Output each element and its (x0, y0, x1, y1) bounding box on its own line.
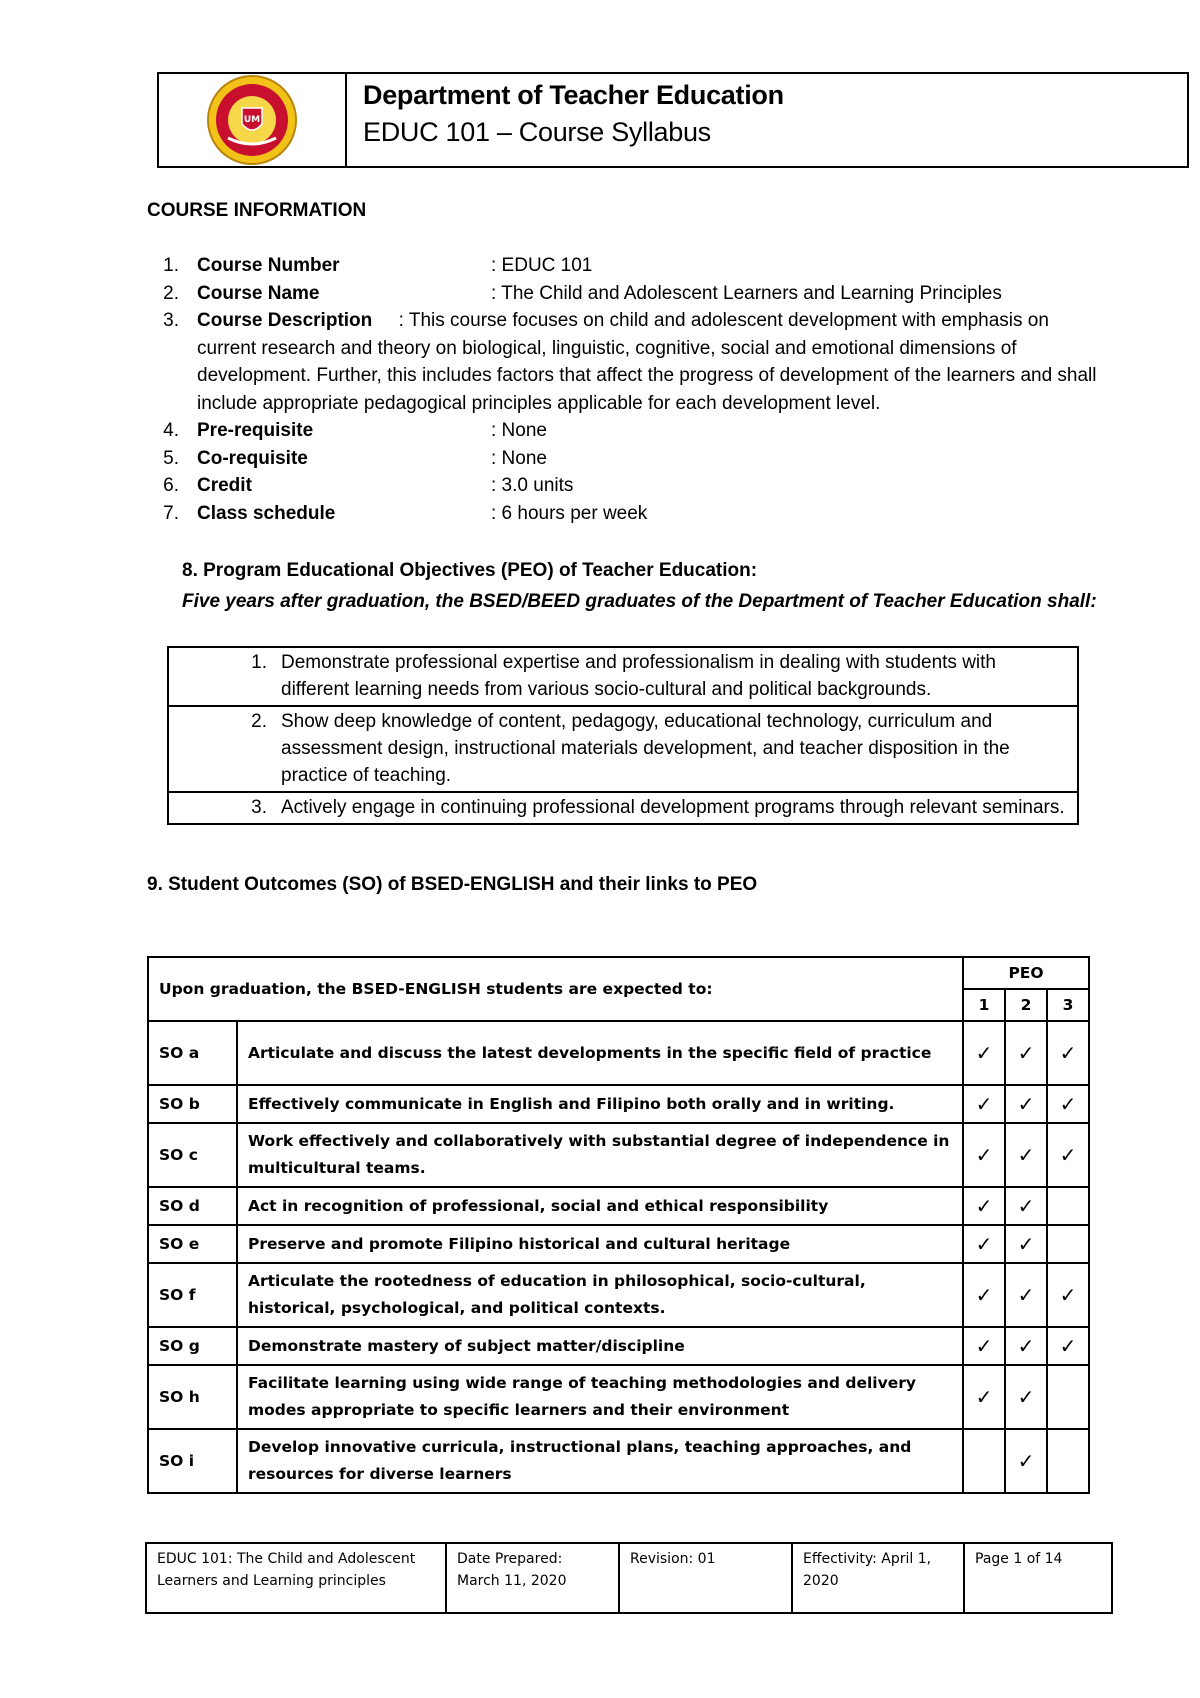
so-description: Effectively communicate in English and Filipino both orally and in writing. (237, 1085, 963, 1123)
check-mark-icon: ✓ (1005, 1021, 1047, 1085)
college-seal-logo (192, 74, 312, 166)
item-number: 3. (163, 310, 179, 331)
item-value: : EDUC 101 (491, 255, 593, 276)
so-table-title: Upon graduation, the BSED-ENGLISH students are expected to: (148, 957, 963, 1021)
so-heading: 9. Student Outcomes (SO) of BSED-ENGLISH and their links to PEO (147, 874, 758, 895)
so-code: SO d (148, 1187, 237, 1225)
item-number: 1. (163, 255, 179, 276)
so-code: SO c (148, 1123, 237, 1187)
so-row (148, 1187, 1089, 1225)
check-mark-icon: ✓ (963, 1225, 1005, 1263)
document-header (157, 72, 1189, 168)
item-value: : This course focuses on child and adolescent development with emphasis on current research and theory on biological, linguistic, cognitive, social and emotional dimensions of development. Further, this includes factors that affect the progress of development of the learners and shall include appropriate pedagogical principles applicable for each development level. (197, 310, 1097, 414)
so-code: SO b (148, 1085, 237, 1123)
check-mark-icon: ✓ (963, 1263, 1005, 1327)
item-label: Co-requisite (197, 447, 308, 469)
course-description (197, 307, 1107, 417)
check-mark-icon: ✓ (963, 1021, 1005, 1085)
item-label: Course Description (197, 310, 373, 331)
so-code: SO i (148, 1429, 237, 1493)
department-title: Department of Teacher Education (363, 80, 784, 110)
title-cell (347, 74, 1187, 166)
peo-text: Actively engage in continuing professional development programs through relevant seminars. (281, 792, 1078, 824)
so-code: SO g (148, 1327, 237, 1365)
course-information-heading: COURSE INFORMATION (147, 200, 367, 221)
peo-text: Show deep knowledge of content, pedagogy, educational technology, curriculum and assessment design, instructional materials development, and teacher disposition in the practice of teaching. (281, 706, 1078, 792)
so-code: SO h (148, 1365, 237, 1429)
so-row (148, 1085, 1089, 1123)
peo-number: 2. (168, 706, 281, 792)
item-value: : The Child and Adolescent Learners and Learning Principles (491, 282, 1002, 304)
so-rows (148, 1021, 1089, 1493)
peo-number: 3. (168, 792, 281, 824)
footer-date-prepared: Date Prepared: March 11, 2020 (446, 1543, 619, 1613)
check-mark-icon: ✓ (1047, 1327, 1089, 1365)
info-row (147, 472, 1107, 500)
so-row (148, 1263, 1089, 1327)
check-mark-icon: ✓ (1005, 1365, 1047, 1429)
check-mark-icon: ✓ (1005, 1085, 1047, 1123)
item-value: : None (491, 420, 547, 441)
info-row (147, 417, 1107, 445)
so-row (148, 1365, 1089, 1429)
check-mark-icon: ✓ (1005, 1263, 1047, 1327)
check-mark-icon: ✓ (1047, 1085, 1089, 1123)
peo-row (168, 706, 1078, 792)
so-description: Act in recognition of professional, social and ethical responsibility (237, 1187, 963, 1225)
page-footer (145, 1542, 1113, 1614)
item-value: : 3.0 units (491, 475, 574, 496)
svg-text:UM: UM (243, 115, 261, 125)
info-row (147, 280, 1107, 308)
peo-column-3: 3 (1047, 989, 1089, 1021)
so-code: SO e (148, 1225, 237, 1263)
item-number: 6. (163, 475, 179, 496)
empty-peo-cell (1047, 1187, 1089, 1225)
footer-page-number: Page 1 of 14 (964, 1543, 1112, 1613)
item-label: Course Name (197, 282, 320, 304)
peo-row (168, 792, 1078, 824)
so-code: SO a (148, 1021, 237, 1085)
so-header-row (148, 957, 1089, 989)
item-label: Credit (197, 475, 252, 496)
peo-column-1: 1 (963, 989, 1005, 1021)
check-mark-icon: ✓ (963, 1085, 1005, 1123)
peo-number: 1. (168, 647, 281, 706)
check-mark-icon: ✓ (1005, 1327, 1047, 1365)
item-number: 7. (163, 502, 179, 524)
so-description: Facilitate learning using wide range of teaching methodologies and delivery modes appropriate to specific learners and their environment (237, 1365, 963, 1429)
so-description: Demonstrate mastery of subject matter/discipline (237, 1327, 963, 1365)
item-value: : None (491, 447, 547, 469)
check-mark-icon: ✓ (1005, 1429, 1047, 1493)
check-mark-icon: ✓ (963, 1123, 1005, 1187)
footer-effectivity: Effectivity: April 1, 2020 (792, 1543, 964, 1613)
so-row (148, 1123, 1089, 1187)
check-mark-icon: ✓ (1005, 1187, 1047, 1225)
so-description: Work effectively and collaboratively with substantial degree of independence in multicultural teams. (237, 1123, 963, 1187)
check-mark-icon: ✓ (963, 1187, 1005, 1225)
check-mark-icon: ✓ (1005, 1123, 1047, 1187)
so-table (147, 956, 1090, 1494)
check-mark-icon: ✓ (963, 1365, 1005, 1429)
so-description: Preserve and promote Filipino historical and cultural heritage (237, 1225, 963, 1263)
footer-course: EDUC 101: The Child and Adolescent Learners and Learning principles (146, 1543, 446, 1613)
info-row (147, 307, 1107, 417)
so-description: Articulate and discuss the latest developments in the specific field of practice (237, 1021, 963, 1085)
logo-cell (159, 74, 347, 166)
item-number: 4. (163, 420, 179, 441)
info-row (147, 252, 1107, 280)
so-description: Develop innovative curricula, instructional plans, teaching approaches, and resources for diverse learners (237, 1429, 963, 1493)
item-number: 2. (163, 282, 179, 304)
so-row (148, 1021, 1089, 1085)
check-mark-icon: ✓ (1047, 1263, 1089, 1327)
so-code: SO f (148, 1263, 237, 1327)
empty-peo-cell (1047, 1365, 1089, 1429)
so-row (148, 1327, 1089, 1365)
so-row (148, 1225, 1089, 1263)
peo-row (168, 647, 1078, 706)
check-mark-icon: ✓ (1005, 1225, 1047, 1263)
check-mark-icon: ✓ (1047, 1123, 1089, 1187)
item-number: 5. (163, 447, 179, 469)
so-description: Articulate the rootedness of education in philosophical, socio-cultural, historical, psychological, and political contexts. (237, 1263, 963, 1327)
peo-text: Demonstrate professional expertise and professionalism in dealing with students with different learning needs from various socio-cultural and political backgrounds. (281, 647, 1078, 706)
so-row (148, 1429, 1089, 1493)
peo-subheading: Five years after graduation, the BSED/BEED graduates of the Department of Teacher Education shall: (182, 591, 1097, 612)
item-value: : 6 hours per week (491, 502, 648, 524)
item-label: Pre-requisite (197, 420, 314, 441)
empty-peo-cell (1047, 1429, 1089, 1493)
footer-row (146, 1543, 1112, 1613)
peo-column-2: 2 (1005, 989, 1047, 1021)
check-mark-icon: ✓ (963, 1327, 1005, 1365)
item-label: Class schedule (197, 502, 336, 524)
footer-revision: Revision: 01 (619, 1543, 792, 1613)
check-mark-icon: ✓ (1047, 1021, 1089, 1085)
item-label: Course Number (197, 255, 340, 276)
empty-peo-cell (963, 1429, 1005, 1493)
empty-peo-cell (1047, 1225, 1089, 1263)
peo-table (167, 646, 1079, 825)
peo-heading: 8. Program Educational Objectives (PEO) of Teacher Education: (182, 560, 758, 581)
syllabus-subtitle: EDUC 101 – Course Syllabus (363, 117, 711, 147)
info-row (147, 500, 1107, 528)
info-row (147, 445, 1107, 473)
course-info-list (147, 252, 1107, 527)
peo-column-caption: PEO (963, 957, 1089, 989)
